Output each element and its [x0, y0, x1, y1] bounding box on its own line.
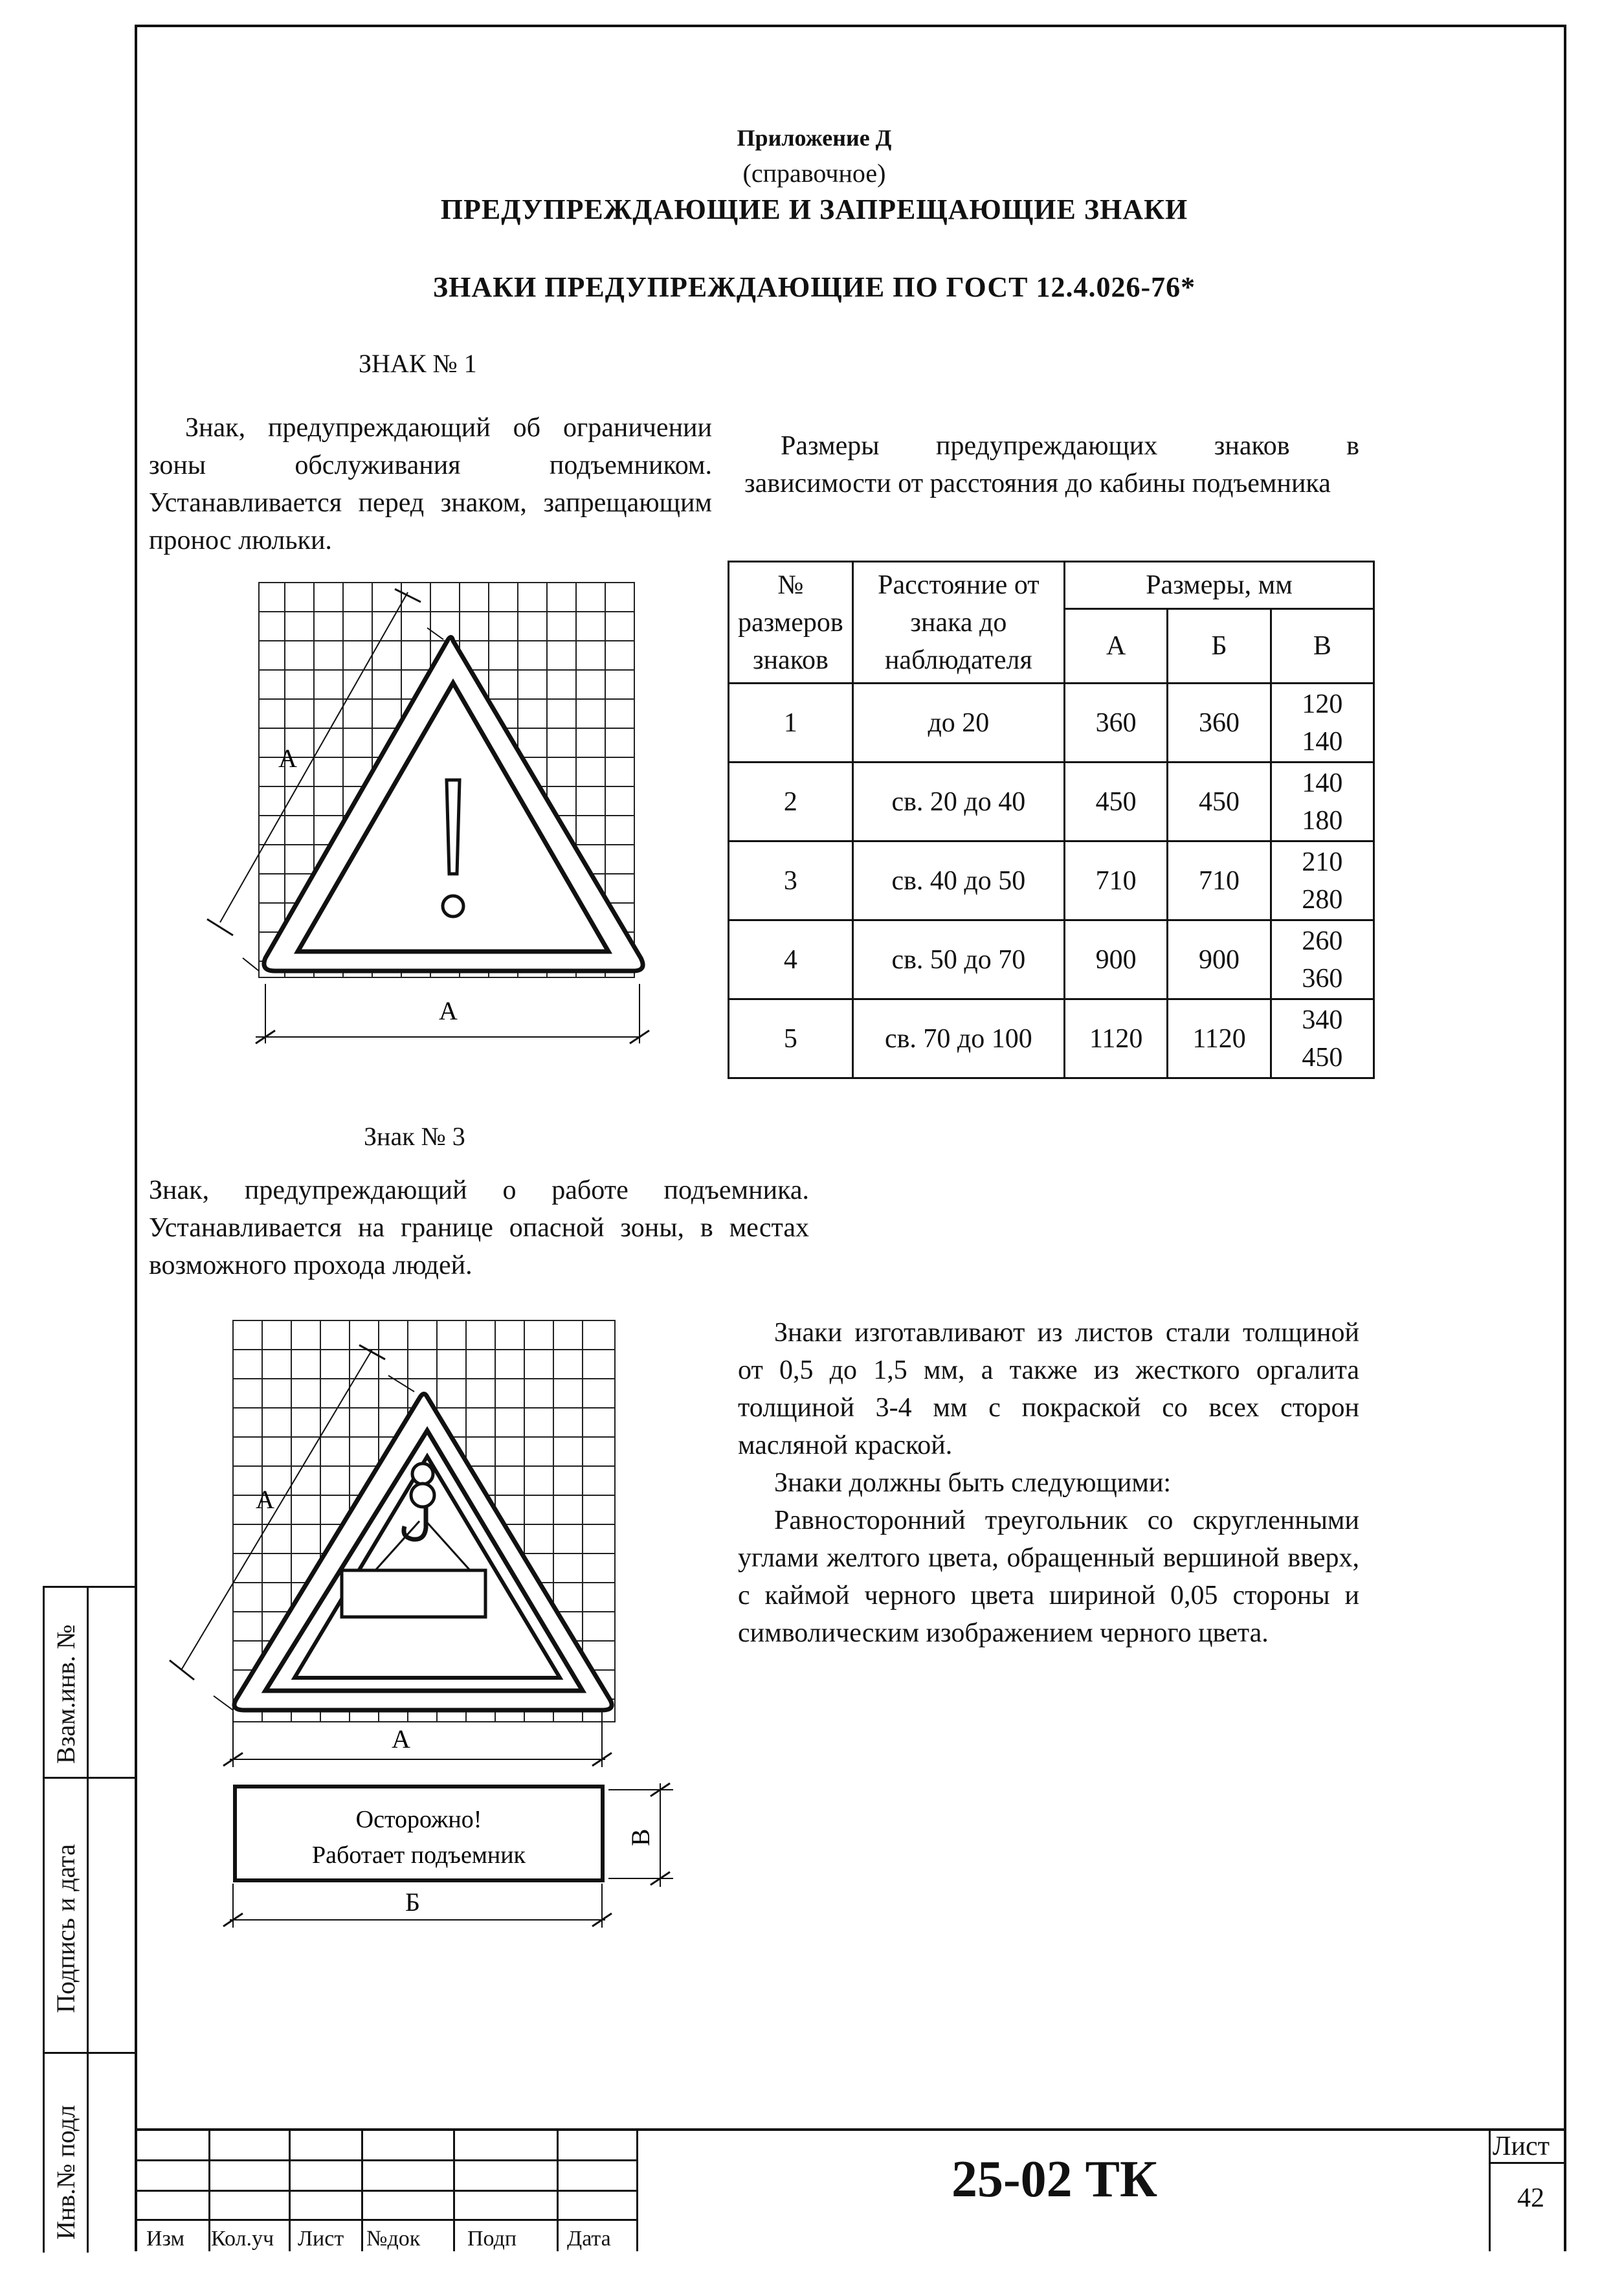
cell-num: 3 [729, 841, 853, 920]
cell-num: 4 [729, 920, 853, 999]
side-stamp-label-replace: Взам.инв. № [51, 1624, 80, 1764]
side-stamp-divider [87, 1586, 89, 2253]
appendix-label: Приложение Д [737, 125, 892, 151]
sign3-hook-block-icon [412, 1464, 433, 1484]
stamp-col-kol: Кол.уч [211, 2227, 274, 2251]
sign3-dim-bottom-label: А [392, 1724, 410, 1754]
cell-num: 2 [729, 763, 853, 841]
cell-v2: 180 [1302, 805, 1343, 836]
stamp-col-ndok: №док [366, 2227, 421, 2251]
cell-distance: до 20 [852, 684, 1064, 763]
table-row [729, 920, 1374, 999]
sign3-hook-ball-icon [411, 1484, 434, 1507]
cell-num: 1 [729, 684, 853, 763]
cell-v1: 140 [1302, 768, 1343, 798]
sign3-description-text: Знак, предупреждающий о работе подъемника. Устанавливается на границе опасной зоны, в местах возможного прохода людей. [149, 1175, 809, 1280]
cell-v1: 340 [1302, 1005, 1343, 1035]
side-stamp-label-inv: Инв.№ подл [51, 2105, 80, 2240]
sign1-exclamation-icon [447, 780, 460, 874]
page-title: ПРЕДУПРЕЖДАЮЩИЕ И ЗАПРЕЩАЮЩИЕ ЗНАКИ [440, 194, 1188, 225]
stamp-col-list: Лист [298, 2227, 344, 2251]
manufacturing-text [738, 1314, 1359, 1652]
table-row [729, 763, 1374, 841]
cell-a: 450 [1064, 763, 1167, 841]
cell-v [1271, 763, 1374, 841]
stamp-col-podp: Подп [467, 2227, 517, 2251]
sign3-load-icon [342, 1570, 485, 1617]
header-b: Б [1168, 609, 1271, 684]
header-num: № размеров знаков [729, 562, 853, 684]
cell-v [1271, 920, 1374, 999]
table-row [729, 684, 1374, 763]
sign1-description [149, 409, 712, 559]
sign1-heading: ЗНАК № 1 [359, 349, 477, 378]
cell-distance: св. 20 до 40 [852, 763, 1064, 841]
sign3-drawing [168, 1308, 699, 1935]
cell-v [1271, 999, 1374, 1078]
cell-b: 360 [1168, 684, 1271, 763]
cell-v [1271, 841, 1374, 920]
title-block-sheet-left [1489, 2128, 1491, 2251]
cell-v1: 210 [1302, 847, 1343, 877]
manufacturing-p2: Знаки должны быть следующими: [774, 1468, 1172, 1498]
side-stamp-outer-left [43, 1586, 45, 2253]
table-row [729, 999, 1374, 1078]
table-caption [744, 427, 1359, 502]
stamp-col-izm: Изм [146, 2227, 185, 2251]
cell-a: 900 [1064, 920, 1167, 999]
sign1-exclamation-dot [443, 896, 463, 917]
cell-distance: св. 40 до 50 [852, 841, 1064, 920]
cell-v1: 120 [1302, 689, 1343, 719]
title-block-top [135, 2128, 1566, 2131]
cell-num: 5 [729, 999, 853, 1078]
appendix-reference: (справочное) [742, 159, 886, 188]
sign3-dim-v-label: В [626, 1829, 655, 1846]
side-stamp-sep2 [43, 2052, 137, 2054]
manufacturing-p3: Равносторонний треугольник со скругленными углами желтого цвета, обращенный вершиной вверх, с каймой черного цвета шириной 0,05 стороны и символическим изображением черного цвета. [738, 1506, 1359, 1648]
sign3-description [149, 1172, 809, 1284]
title-block-col2 [289, 2128, 291, 2251]
cell-a: 360 [1064, 684, 1167, 763]
frame-left [135, 25, 137, 2251]
title-block-col1 [208, 2128, 210, 2251]
sign1-description-text: Знак, предупреждающий об ограничении зоны обслуживания подъемником. Устанавливается перед знаком, запрещающим пронос люльки. [149, 413, 712, 555]
sign3-heading: Знак № 3 [364, 1122, 465, 1151]
sizes-table [728, 561, 1375, 1079]
document-code: 25-02 ТК [951, 2151, 1158, 2208]
cell-distance: св. 70 до 100 [852, 999, 1064, 1078]
cell-distance: св. 50 до 70 [852, 920, 1064, 999]
sheet-number: 42 [1517, 2183, 1544, 2213]
title-block-col3 [361, 2128, 363, 2251]
title-block-sheet-divider [1489, 2162, 1566, 2164]
cell-v2: 140 [1302, 726, 1343, 757]
side-stamp-label-signature: Подпись и дата [51, 1843, 80, 2013]
header-distance: Расстояние от знака до наблюдателя [852, 562, 1064, 684]
cell-v2: 450 [1302, 1042, 1343, 1073]
table-row [729, 841, 1374, 920]
sheet-label: Лист [1493, 2132, 1550, 2161]
header-sizes: Размеры, мм [1064, 562, 1374, 609]
sign1-drawing [194, 570, 673, 1062]
header-a: А [1064, 609, 1167, 684]
sign3-plate-line1: Осторожно! [355, 1806, 482, 1833]
cell-v2: 280 [1302, 884, 1343, 915]
stamp-col-data: Дата [567, 2227, 611, 2251]
cell-v [1271, 684, 1374, 763]
sign3-dim-b-label: Б [405, 1888, 420, 1917]
side-stamp-top [43, 1586, 137, 1588]
title-block-col5 [557, 2128, 559, 2251]
sign3-plate-line2: Работает подъемник [311, 1842, 526, 1869]
sign1-dim-bottom-label: А [439, 996, 458, 1025]
side-stamp-sep1 [43, 1777, 137, 1779]
cell-a: 710 [1064, 841, 1167, 920]
section-title: ЗНАКИ ПРЕДУПРЕЖДАЮЩИЕ ПО ГОСТ 12.4.026-76* [432, 271, 1196, 303]
cell-b: 1120 [1168, 999, 1271, 1078]
frame-right [1564, 25, 1566, 2251]
title-block-col6 [636, 2128, 638, 2251]
cell-v2: 360 [1302, 963, 1343, 994]
cell-b: 710 [1168, 841, 1271, 920]
cell-b: 900 [1168, 920, 1271, 999]
cell-b: 450 [1168, 763, 1271, 841]
cell-v1: 260 [1302, 926, 1343, 956]
manufacturing-p1: Знаки изготавливают из листов стали толщиной от 0,5 до 1,5 мм, а также из жесткого оргалита толщиной 3-4 мм с покраской со всех сторон масляной краской. [738, 1318, 1359, 1460]
cell-a: 1120 [1064, 999, 1167, 1078]
table-caption-text: Размеры предупреждающих знаков в зависимости от расстояния до кабины подъемника [744, 431, 1359, 498]
sign3-dim-side-label: А [256, 1485, 274, 1514]
frame-top [135, 25, 1566, 27]
header-v: В [1271, 609, 1374, 684]
title-block-col4 [453, 2128, 455, 2251]
sign1-dim-side-label: А [278, 744, 297, 773]
